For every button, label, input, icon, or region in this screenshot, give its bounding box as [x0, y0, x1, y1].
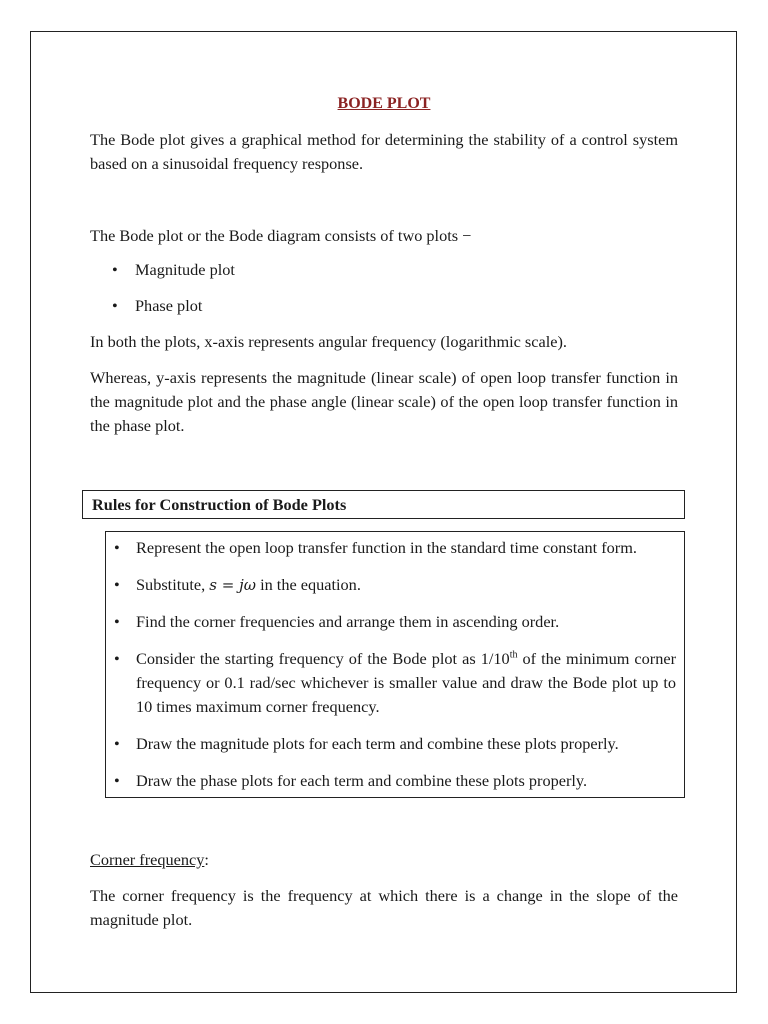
- document-body: [90, 92, 678, 932]
- plots-list: [90, 258, 678, 318]
- intro-paragraph: The Bode plot gives a graphical method for determining the stability of a control system based on a sinusoidal frequency response.: [90, 130, 678, 173]
- xaxis-paragraph: In both the plots, x-axis represents angular frequency (logarithmic scale).: [90, 332, 567, 351]
- document-title: BODE PLOT: [337, 95, 431, 112]
- list-item: • Magnitude plot: [90, 258, 678, 282]
- corner-paragraph: The corner frequency is the frequency at which there is a change in the slope of the magnitude plot.: [90, 886, 678, 929]
- rule-item: • Represent the open loop transfer function in the standard time constant form.: [106, 536, 676, 560]
- rules-box: [105, 531, 685, 798]
- rule-item: • Draw the magnitude plots for each term and combine these plots properly.: [106, 732, 676, 756]
- rule-item: • Substitute, s = jω in the equation.: [106, 573, 676, 597]
- rules-heading: Rules for Construction of Bode Plots: [82, 490, 685, 519]
- rule-item: • Draw the phase plots for each term and combine these plots properly.: [106, 769, 676, 793]
- math-expression: s = jω: [209, 576, 256, 594]
- corner-heading: Corner frequency:: [90, 850, 209, 869]
- rule-item: • Consider the starting frequency of the Bode plot as 1/10th of the minimum corner frequency or 0.1 rad/sec whichever is smaller value and draw the Bode plot up to 10 times maximum corner frequency.: [106, 647, 676, 719]
- list-item: • Phase plot: [90, 294, 678, 318]
- consists-paragraph: The Bode plot or the Bode diagram consists of two plots −: [90, 226, 472, 245]
- rules-list: [106, 536, 676, 793]
- yaxis-paragraph: Whereas, y-axis represents the magnitude (linear scale) of open loop transfer function in the magnitude plot and the phase angle (linear scale) of the open loop transfer function in the phase plot.: [90, 368, 678, 435]
- rule-item: • Find the corner frequencies and arrange them in ascending order.: [106, 610, 676, 634]
